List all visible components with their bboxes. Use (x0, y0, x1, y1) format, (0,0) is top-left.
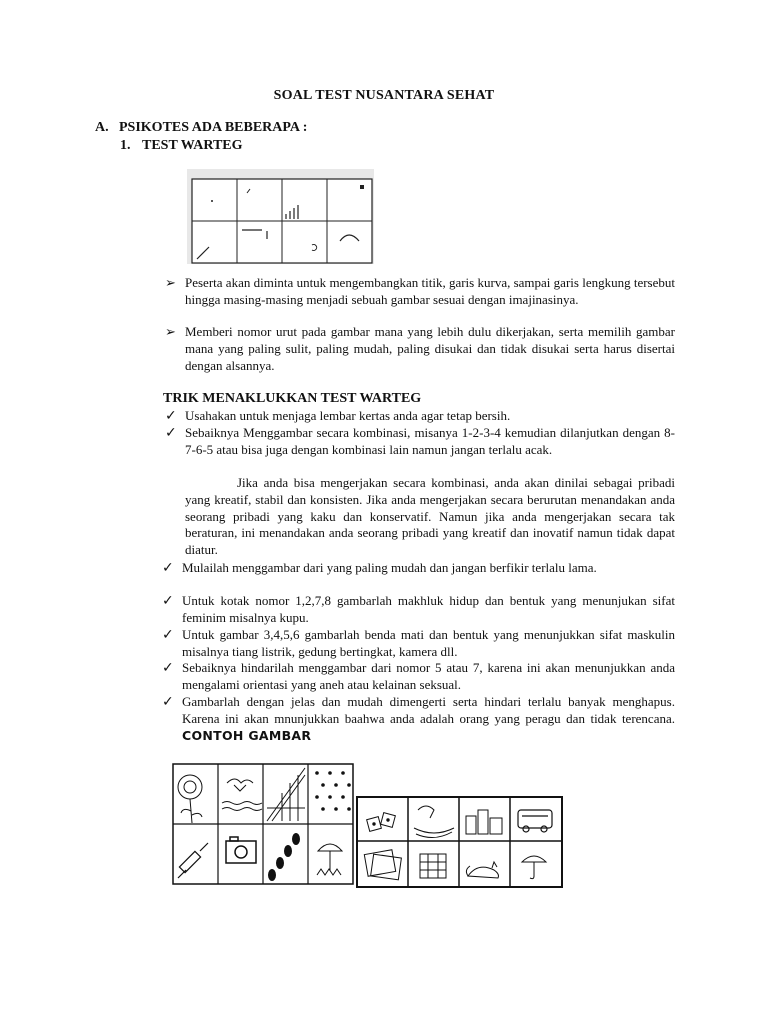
tip-item (162, 694, 675, 744)
bullet-item (165, 275, 675, 309)
bullet-text: Memberi nomor urut pada gambar mana yang lebih dulu dikerjakan, serta memilih gambar mana yang paling sulit, paling mudah, paling disukai dan tidak disukai serta harus disertai dengan alsannya. (185, 324, 675, 373)
checkmark-icon: ✓ (162, 593, 174, 609)
example-drawings-grid-2 (356, 796, 563, 888)
subsection-heading (120, 138, 243, 154)
example-drawings-grid-1 (172, 763, 354, 885)
tip-item (165, 425, 675, 459)
tip-text: Untuk gambar 3,4,5,6 gambarlah benda mati dan bentuk yang menunjukkan sifat maskulin misalnya tiang listrik, gedung bertingkat, kamera dll. (182, 627, 675, 659)
tip-item (162, 560, 675, 577)
checkmark-icon: ✓ (162, 627, 174, 643)
tip-item (162, 627, 675, 661)
tip-subparagraph (185, 475, 675, 559)
subsection-label: TEST WARTEG (142, 138, 243, 153)
tip-item (165, 408, 675, 425)
tip-text: Sebaiknya Menggambar secara kombinasi, misanya 1-2-3-4 kemudian dilanjutkan dengan 8-7-6-5 atau bisa juga dengan kombinasi lain namun jangan terlalu acak. (185, 425, 675, 457)
checkmark-icon: ✓ (165, 425, 177, 441)
section-heading (95, 120, 307, 136)
page-title: SOAL TEST NUSANTARA SEHAT (273, 88, 495, 103)
checkmark-icon: ✓ (162, 660, 174, 676)
tip-text: Sebaiknya hindarilah menggambar dari nomor 5 atau 7, karena ini akan menunjukkan anda mengalami orientasi yang aneh atau kelainan seksual. (182, 660, 675, 692)
section-marker: A. (95, 120, 109, 135)
section-label: PSIKOTES ADA BEBERAPA : (119, 120, 308, 135)
checkmark-icon: ✓ (162, 560, 174, 576)
tip-text: Gambarlah dengan jelas dan mudah dimengerti serta hindari terlalu banyak menghapus. Karena ini akan mnunjukkan baahwa anda adalah orang yang peragu dan tidak terencana. (182, 694, 675, 726)
bullet-item (165, 324, 675, 374)
tip-item (162, 660, 675, 694)
example-label: CONTOH GAMBAR (182, 727, 312, 743)
checkmark-icon: ✓ (165, 408, 177, 424)
subsection-marker: 1. (120, 138, 131, 153)
tip-text: Mulailah menggambar dari yang paling mudah dan jangan berfikir terlalu lama. (182, 560, 597, 575)
tip-text: Jika anda bisa mengerjakan secara kombinasi, anda akan dinilai sebagai pribadi yang kreatif, stabil dan konsisten. Jika anda mengerjakan secara berurutan menandakan anda seorang pribadi yang kaku dan konservatif. Namun jika anda mengerjakan secara tak beraturan, ini menandakan anda seorang pribadi yang kreatif dan inovatif namun tidak dapat diatur. (185, 475, 675, 558)
tip-text: Untuk kotak nomor 1,2,7,8 gambarlah makhluk hidup dan bentuk yang menunjukan sifat feminim misalnya kupu. (182, 593, 675, 625)
checkmark-icon: ✓ (162, 694, 174, 710)
arrowhead-bullet-icon: ➢ (165, 275, 176, 290)
bullet-text: Peserta akan diminta untuk mengembangkan titik, garis kurva, sampai garis lengkung tersebut hingga masing-masing menjadi sebuah gambar sesuai dengan imajinasinya. (185, 275, 675, 307)
wartegg-test-grid-image (187, 169, 374, 264)
tip-text: Usahakan untuk menjaga lembar kertas anda agar tetap bersih. (185, 408, 511, 423)
arrowhead-bullet-icon: ➢ (165, 324, 176, 339)
tip-item (162, 593, 675, 627)
tips-heading: TRIK MENAKLUKKAN TEST WARTEG (163, 391, 422, 406)
